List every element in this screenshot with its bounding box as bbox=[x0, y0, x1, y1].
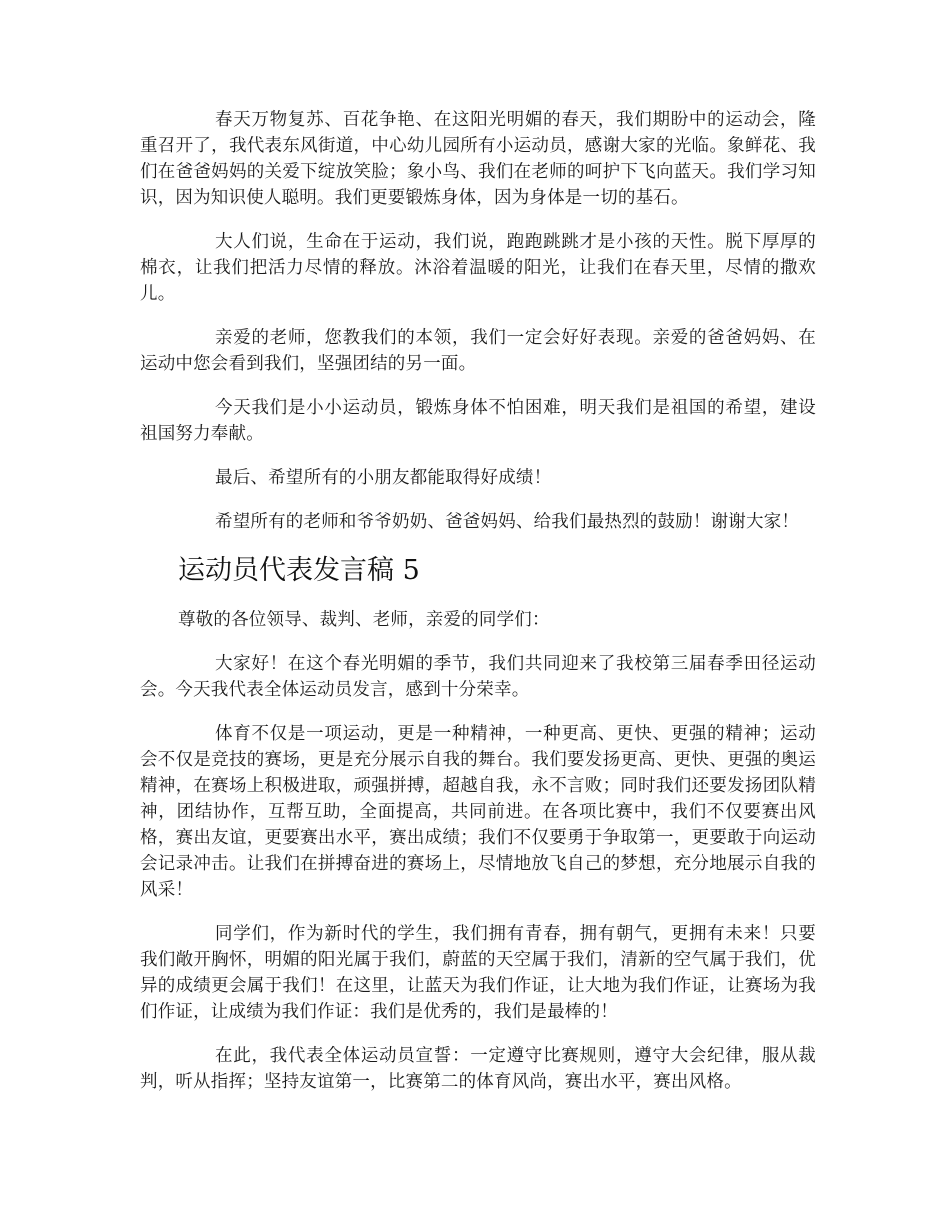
paragraph: 亲爱的老师，您教我们的本领，我们一定会好好表现。亲爱的爸爸妈妈、在运动中您会看到我们，坚强团结的另一面。 bbox=[140, 328, 816, 374]
paragraph: 最后、希望所有的小朋友都能取得好成绩！ bbox=[215, 468, 552, 488]
paragraph: 大家好！在这个春光明媚的季节，我们共同迎来了我校第三届春季田径运动会。今天我代表全体运动员发言，感到十分荣幸。 bbox=[140, 654, 816, 700]
paragraph: 在此，我代表全体运动员宣誓：一定遵守比赛规则，遵守大会纪律，服从裁判，听从指挥；坚持友谊第一，比赛第二的体育风尚，赛出水平，赛出风格。 bbox=[140, 1046, 816, 1092]
paragraph: 体育不仅是一项运动，更是一种精神，一种更高、更快、更强的精神；运动会不仅是竞技的赛场，更是充分展示自我的舞台。我们要发扬更高、更快、更强的奥运精神，在赛场上积极进取，顽强拼搏，超越自我，永不言败；同时我们还要发扬团队精神，团结协作，互帮互助，全面提高，共同前进。在各项比赛中，我们不仅要赛出风格，赛出友谊，更要赛出水平，赛出成绩；我们不仅要勇于争取第一，更要敢于向运动会记录冲击。让我们在拼搏奋进的赛场上，尽情地放飞自己的梦想，充分地展示自我的风采！ bbox=[140, 724, 816, 900]
paragraph: 今天我们是小小运动员，锻炼身体不怕困难，明天我们是祖国的希望，建设祖国努力奉献。 bbox=[140, 398, 816, 444]
document-page bbox=[140, 107, 816, 1113]
paragraph: 希望所有的老师和爷爷奶奶、爸爸妈妈、给我们最热烈的鼓励！谢谢大家！ bbox=[215, 512, 800, 532]
salutation: 尊敬的各位领导、裁判、老师，亲爱的同学们： bbox=[178, 610, 550, 630]
section-heading: 运动员代表发言稿 5 bbox=[178, 555, 420, 586]
paragraph: 春天万物复苏、百花争艳、在这阳光明媚的春天，我们期盼中的运动会，隆重召开了，我代表东风街道，中心幼儿园所有小运动员，感谢大家的光临。象鲜花、我们在爸爸妈妈的关爱下绽放笑脸；象小鸟、我们在老师的呵护下飞向蓝天。我们学习知识，因为知识使人聪明。我们更要锻炼身体，因为身体是一切的基石。 bbox=[140, 110, 816, 208]
paragraph: 同学们，作为新时代的学生，我们拥有青春，拥有朝气，更拥有未来！只要我们敞开胸怀，明媚的阳光属于我们，蔚蓝的天空属于我们，清新的空气属于我们，优异的成绩更会属于我们！在这里，让蓝天为我们作证，让大地为我们作证，让赛场为我们作证，让成绩为我们作证：我们是优秀的，我们是最棒的！ bbox=[140, 924, 816, 1022]
paragraph: 大人们说，生命在于运动，我们说，跑跑跳跳才是小孩的天性。脱下厚厚的棉衣，让我们把活力尽情的释放。沐浴着温暖的阳光，让我们在春天里，尽情的撒欢儿。 bbox=[140, 232, 816, 304]
